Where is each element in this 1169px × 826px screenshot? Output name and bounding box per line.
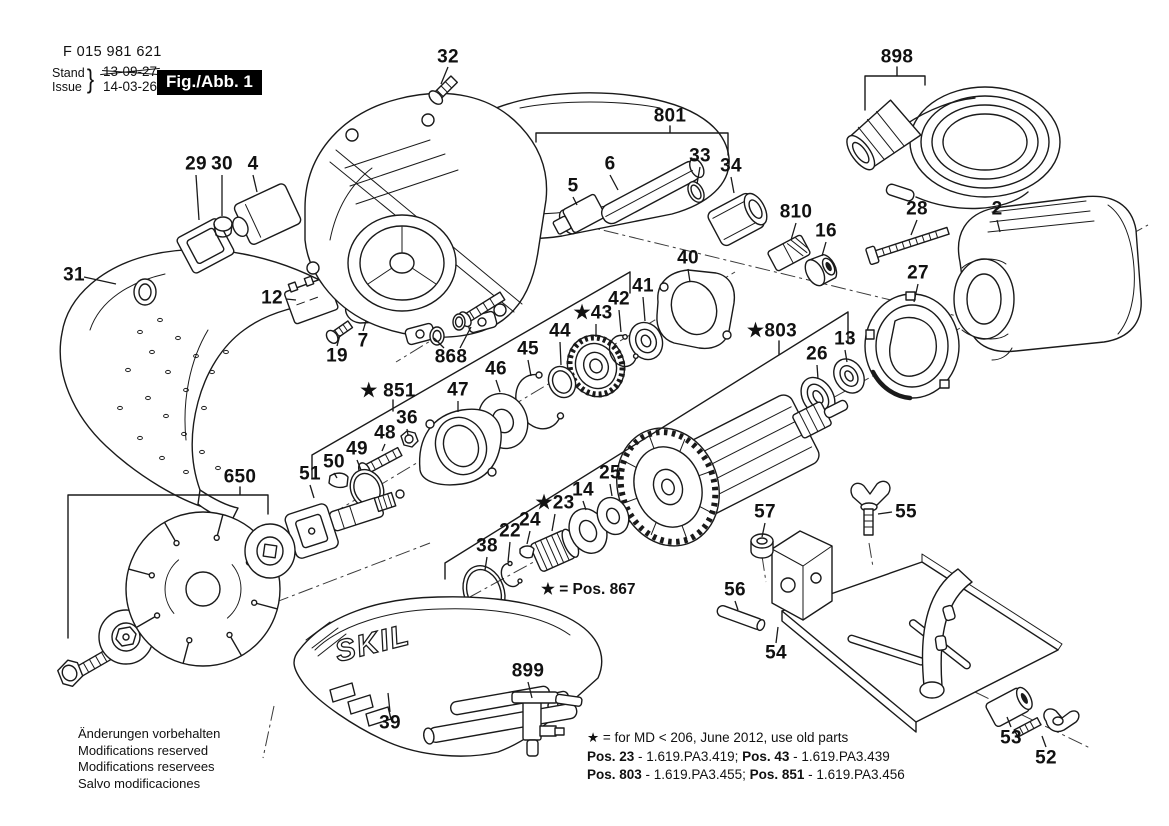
- part-label-38: 38: [476, 535, 498, 557]
- valve-899-drawing: [512, 692, 582, 756]
- notice-line: Salvo modificaciones: [78, 775, 201, 791]
- footnote-segment: - 1.619.PA3.455;: [641, 767, 750, 782]
- screw-28-drawing: [865, 223, 950, 265]
- part-label-45: 45: [517, 338, 539, 360]
- armature-drawing: [600, 392, 848, 561]
- type-number: F 015 981 621: [63, 44, 162, 60]
- part-label-14: 14: [572, 479, 594, 501]
- blade-650-drawing: [54, 512, 295, 690]
- part-label-36: 36: [396, 407, 418, 429]
- part-label-52: 52: [1035, 747, 1057, 769]
- footnote-segment: Pos. 851: [749, 767, 805, 782]
- part-label-51: 51: [299, 463, 321, 485]
- stand-label: Stand: [52, 66, 85, 80]
- part-label-57: 57: [754, 501, 776, 523]
- notice-line: Modifications reserved: [78, 742, 209, 758]
- skil-logo: SKIL: [331, 618, 414, 669]
- part-label-48: 48: [374, 422, 396, 444]
- part-label-27: 27: [907, 262, 929, 284]
- footnote-segment: Pos. 803: [587, 767, 642, 782]
- snapring-22-drawing: [497, 560, 522, 590]
- part-label-41: 41: [632, 275, 654, 297]
- wing-screw-55-drawing: [851, 481, 890, 535]
- part-label-40: 40: [677, 247, 699, 269]
- part-label-26: 26: [806, 343, 828, 365]
- part-label-22: 22: [499, 520, 521, 542]
- part-label-53: 53: [1000, 727, 1022, 749]
- nut-57-drawing: [751, 534, 773, 558]
- part-label-28: 28: [906, 198, 928, 220]
- footnote-segment: - 1.619.PA3.456: [804, 767, 905, 782]
- modifications-notice: [78, 726, 220, 792]
- part-label-23: ★23: [535, 492, 575, 514]
- notice-line: Änderungen vorbehalten: [78, 726, 221, 741]
- spindle-51-drawing: [284, 490, 404, 560]
- stator-drawing: [954, 196, 1141, 360]
- part-label-43: ★43: [573, 302, 613, 324]
- part-label-650: 650: [223, 466, 257, 488]
- footnote-line-2: [587, 748, 905, 767]
- part-label-42: 42: [608, 288, 630, 310]
- issue-label: Issue: [52, 80, 82, 94]
- baffle-ring-27-drawing: [865, 292, 959, 398]
- part-label-12: 12: [261, 287, 283, 309]
- key-24-drawing: [520, 546, 534, 558]
- brace-glyph: }: [86, 64, 95, 94]
- part-label-7: 7: [357, 330, 369, 352]
- date-old: 13-09-27: [103, 64, 158, 79]
- part-label-899: 899: [511, 660, 545, 682]
- part-label-44: 44: [549, 320, 571, 342]
- part-label-33: 33: [689, 145, 711, 167]
- part-label-868: 868: [434, 346, 468, 368]
- part-label-49: 49: [346, 438, 368, 460]
- flange-47-drawing: [420, 409, 502, 485]
- guard-39-drawing: [294, 597, 602, 756]
- footnote-segment: - 1.619.PA3.439: [789, 748, 890, 764]
- stand-issue-labels: [52, 66, 85, 94]
- part-label-34: 34: [720, 155, 742, 177]
- part-label-801: 801: [653, 105, 687, 127]
- star-note: ★ = Pos. 867: [541, 581, 636, 598]
- part-label-32: 32: [437, 46, 459, 68]
- part-label-29: 29: [185, 153, 207, 175]
- part-label-50: 50: [323, 451, 345, 473]
- part-label-898: 898: [880, 46, 914, 68]
- pin-56-drawing: [716, 604, 766, 631]
- part-label-56: 56: [724, 579, 746, 601]
- part-label-24: 24: [519, 509, 541, 531]
- part-label-54: 54: [765, 642, 787, 664]
- spacer-53-drawing: [985, 684, 1036, 728]
- revision-dates: [103, 64, 157, 94]
- footnote-segment: - 1.619.PA3.419;: [634, 748, 743, 764]
- part-label-55: 55: [895, 501, 917, 523]
- footnote-segment: Pos. 23: [587, 748, 635, 764]
- date-new: 14-03-26: [103, 79, 158, 94]
- part-label-803: ★803: [747, 320, 797, 342]
- key-50-drawing: [329, 473, 348, 487]
- gasket-40-drawing: [657, 270, 734, 348]
- screw-19-drawing: [324, 319, 354, 346]
- part-label-851: ★ 851: [360, 380, 416, 402]
- part-label-47: 47: [447, 379, 469, 401]
- nut-36-drawing: [401, 431, 418, 447]
- cord-grommet-drawing: [839, 98, 921, 175]
- part-label-810: 810: [779, 201, 813, 223]
- part-label-31: 31: [63, 264, 85, 286]
- part-label-13: 13: [834, 328, 856, 350]
- part-label-39: 39: [379, 712, 401, 734]
- part-label-16: 16: [815, 220, 837, 242]
- part-label-5: 5: [567, 175, 579, 197]
- notice-line: Modifications reservees: [78, 759, 215, 774]
- footnote-line-1: ★ = for MD < 206, June 2012, use old parts: [587, 730, 849, 745]
- bearing-13-drawing: [828, 353, 871, 398]
- footnote-line-3: [587, 766, 905, 785]
- power-cord-drawing: [839, 87, 1060, 208]
- part-label-25: 25: [599, 462, 621, 484]
- part-label-4: 4: [247, 153, 259, 175]
- part-label-46: 46: [485, 358, 507, 380]
- figure-label: Fig./Abb. 1: [157, 70, 262, 95]
- part-label-6: 6: [604, 153, 616, 175]
- star-footnote: [587, 729, 905, 785]
- part-label-30: 30: [211, 153, 233, 175]
- part-label-19: 19: [326, 345, 348, 367]
- footnote-segment: Pos. 43: [742, 748, 790, 764]
- part-label-2: 2: [991, 198, 1003, 220]
